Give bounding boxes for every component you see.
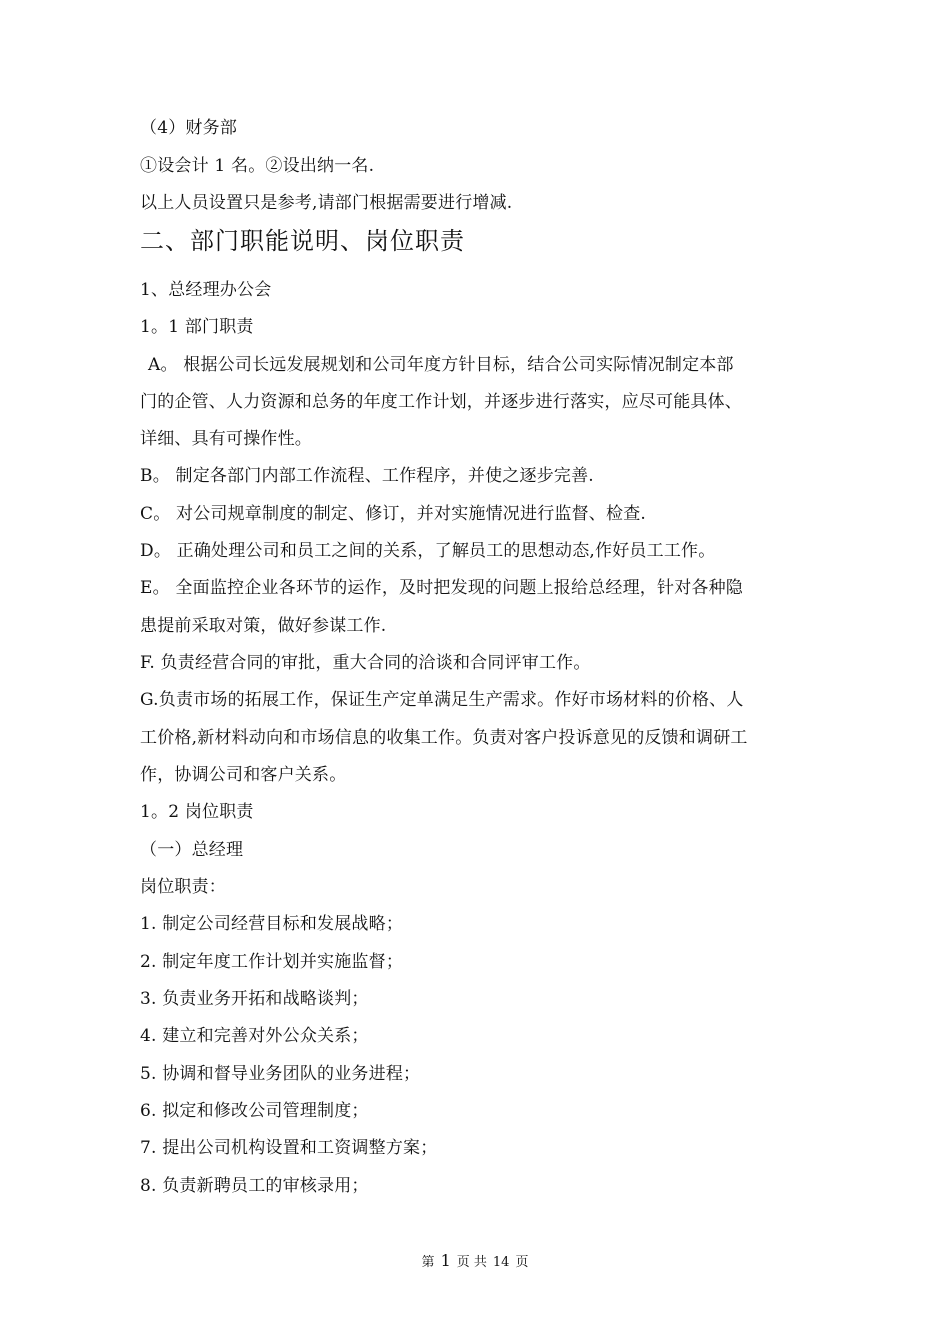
footer-suffix: 页 bbox=[515, 1255, 529, 1270]
position-general-manager: （一）总经理 bbox=[140, 840, 244, 860]
duty-a-line-2: 门的企管、人力资源和总务的年度工作计划，并逐步进行落实，应尽可能具体、 bbox=[140, 392, 742, 412]
text-line-finance-staff: ①设会计 1 名。②设出纳一名. bbox=[140, 156, 375, 176]
list-item-4: 4. 建立和完善对外公众关系； bbox=[140, 1026, 369, 1046]
duty-c: C。 对公司规章制度的制定、修订，并对实施情况进行监督、检查. bbox=[140, 504, 647, 524]
footer-middle: 页 共 bbox=[456, 1255, 487, 1270]
text-line-finance-dept: （4）财务部 bbox=[140, 118, 238, 138]
subsection-department-duties: 1。1 部门职责 bbox=[140, 317, 254, 337]
footer-page-number: 1 bbox=[440, 1251, 451, 1270]
list-item-8: 8. 负责新聘员工的审核录用； bbox=[140, 1176, 369, 1196]
list-item-7: 7. 提出公司机构设置和工资调整方案； bbox=[140, 1138, 438, 1158]
duty-d: D。 正确处理公司和员工之间的关系，了解员工的思想动态,作好员工工作。 bbox=[140, 541, 716, 561]
duty-a-line-3: 详细、具有可操作性。 bbox=[140, 429, 312, 449]
duty-e-line-2: 患提前采取对策，做好参谋工作. bbox=[140, 616, 387, 636]
list-item-6: 6. 拟定和修改公司管理制度； bbox=[140, 1101, 369, 1121]
footer-prefix: 第 bbox=[421, 1255, 435, 1270]
duty-g-line-2: 工价格,新材料动向和市场信息的收集工作。负责对客户投诉意见的反馈和调研工 bbox=[140, 728, 748, 748]
list-item-2: 2. 制定年度工作计划并实施监督； bbox=[140, 952, 404, 972]
position-duties-label: 岗位职责： bbox=[140, 877, 226, 897]
subsection-position-duties: 1。2 岗位职责 bbox=[140, 802, 254, 822]
duty-b: B。 制定各部门内部工作流程、工作程序，并使之逐步完善. bbox=[140, 466, 594, 486]
list-item-5: 5. 协调和督导业务团队的业务进程； bbox=[140, 1064, 421, 1084]
footer-total-pages: 14 bbox=[492, 1255, 510, 1270]
duty-g-line-3: 作，协调公司和客户关系。 bbox=[140, 765, 347, 785]
list-item-1: 1. 制定公司经营目标和发展战略； bbox=[140, 914, 404, 934]
section-heading: 二、部门职能说明、岗位职责 bbox=[140, 227, 465, 255]
page-footer bbox=[0, 1252, 950, 1272]
duty-e-line-1: E。 全面监控企业各环节的运作，及时把发现的问题上报给总经理，针对各种隐 bbox=[140, 578, 744, 598]
duty-f: F. 负责经营合同的审批，重大合同的洽谈和合同评审工作。 bbox=[140, 653, 591, 673]
list-item-3: 3. 负责业务开拓和战略谈判； bbox=[140, 989, 369, 1009]
duty-g-line-1: G.负责市场的拓展工作，保证生产定单满足生产需求。作好市场材料的价格、人 bbox=[140, 690, 744, 710]
text-line-staffing-note: 以上人员设置只是参考,请部门根据需要进行增减. bbox=[140, 193, 513, 213]
duty-a-line-1: A。 根据公司长远发展规划和公司年度方针目标，结合公司实际情况制定本部 bbox=[148, 355, 734, 375]
subsection-title: 1、总经理办公会 bbox=[140, 280, 272, 300]
